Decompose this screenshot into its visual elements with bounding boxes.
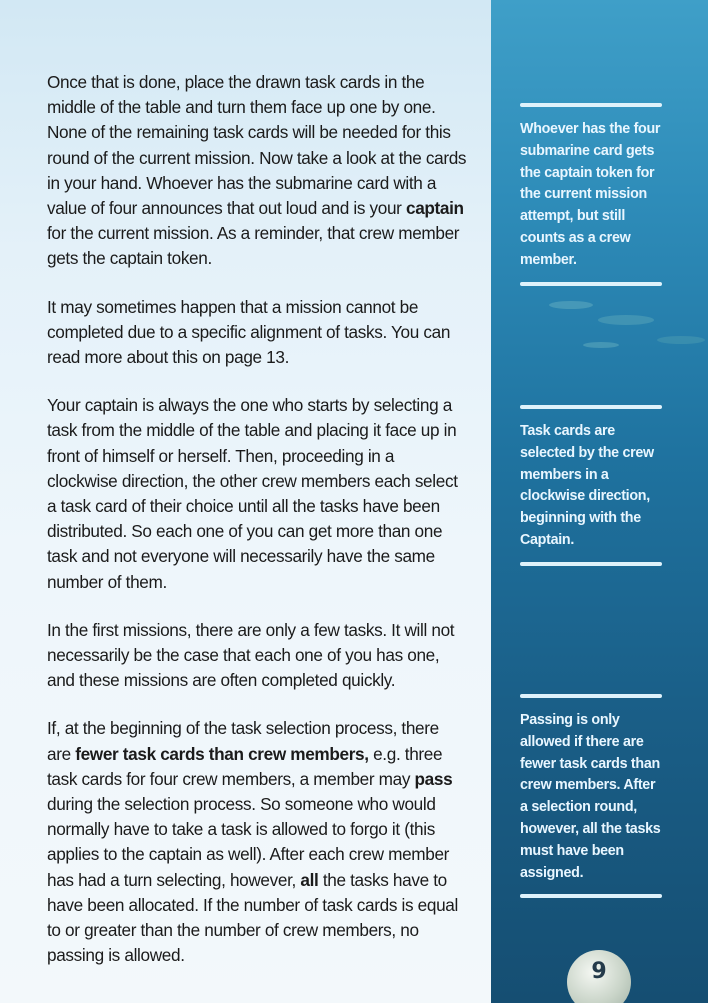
sidebar (491, 0, 708, 1003)
paragraph-captain (47, 70, 467, 272)
note-captain (520, 103, 662, 286)
page-number: 9 (591, 959, 607, 984)
text-run: during the selection process. So someone who would normally have to take a task is allowed to forgo it (this applies to the captain as well). After each crew member has had a turn selecting, however, (47, 794, 450, 890)
bold-term: fewer task cards than crew members, (75, 743, 369, 764)
text-run: If, at the beginning of the task selection process, there are (47, 718, 439, 764)
text-run: e.g. three task cards for four crew members, a member may (47, 743, 443, 789)
note-text: Task cards are selected by the crew members in a clockwise direction, beginning with the Captain. (520, 423, 654, 548)
note-text: Whoever has the four submarine card gets the captain token for the current mission attempt, but still counts as a crew member. (520, 121, 661, 268)
text-run: the tasks have to have been allocated. If the number of task cards is equal to or greater than the number of crew members, no passing is allowed. (47, 869, 458, 966)
note-bottom-rule (520, 894, 662, 898)
bold-term: all (300, 869, 319, 890)
note-passing (520, 694, 662, 898)
bold-term: pass (414, 768, 453, 789)
note-bottom-rule (520, 562, 662, 566)
fish-school-image (531, 285, 708, 365)
paragraph-passing (47, 716, 467, 968)
main-text (47, 70, 467, 992)
note-selection (520, 405, 662, 566)
bold-term: captain (405, 198, 464, 219)
note-bottom-rule (520, 282, 662, 286)
paragraph-alignment: It may sometimes happen that a mission cannot be completed due to a specific alignment of tasks. You can read more about this on page 13. (47, 296, 451, 368)
text-run: Once that is done, place the drawn task cards in the middle of the table and turn them face up one by one. None of the remaining task cards will be needed for this round of the current mission. Now take a look at the cards in your hand. Whoever has the submarine card with a value of four announces that out loud and is your (47, 72, 467, 219)
paragraph-selection: Your captain is always the one who starts by selecting a task from the middle of the table and placing it face up in front of himself or herself. Then, proceeding in a clockwise direction, the other crew members each select a task card of their choice until all the tasks have been distributed. So each one of you can get more than one task and not everyone will necessarily have the same number of them. (47, 395, 458, 592)
text-run: for the current mission. As a reminder, that crew member gets the captain token. (47, 223, 460, 269)
page-number-badge (567, 950, 631, 1003)
paragraph-first-missions: In the first missions, there are only a few tasks. It will not necessarily be the case that each one of you has one, and these missions are often completed quickly. (47, 619, 455, 691)
note-text: Passing is only allowed if there are fewer task cards than crew members. After a selection round, however, all the tasks must have been assigned. (520, 712, 661, 881)
